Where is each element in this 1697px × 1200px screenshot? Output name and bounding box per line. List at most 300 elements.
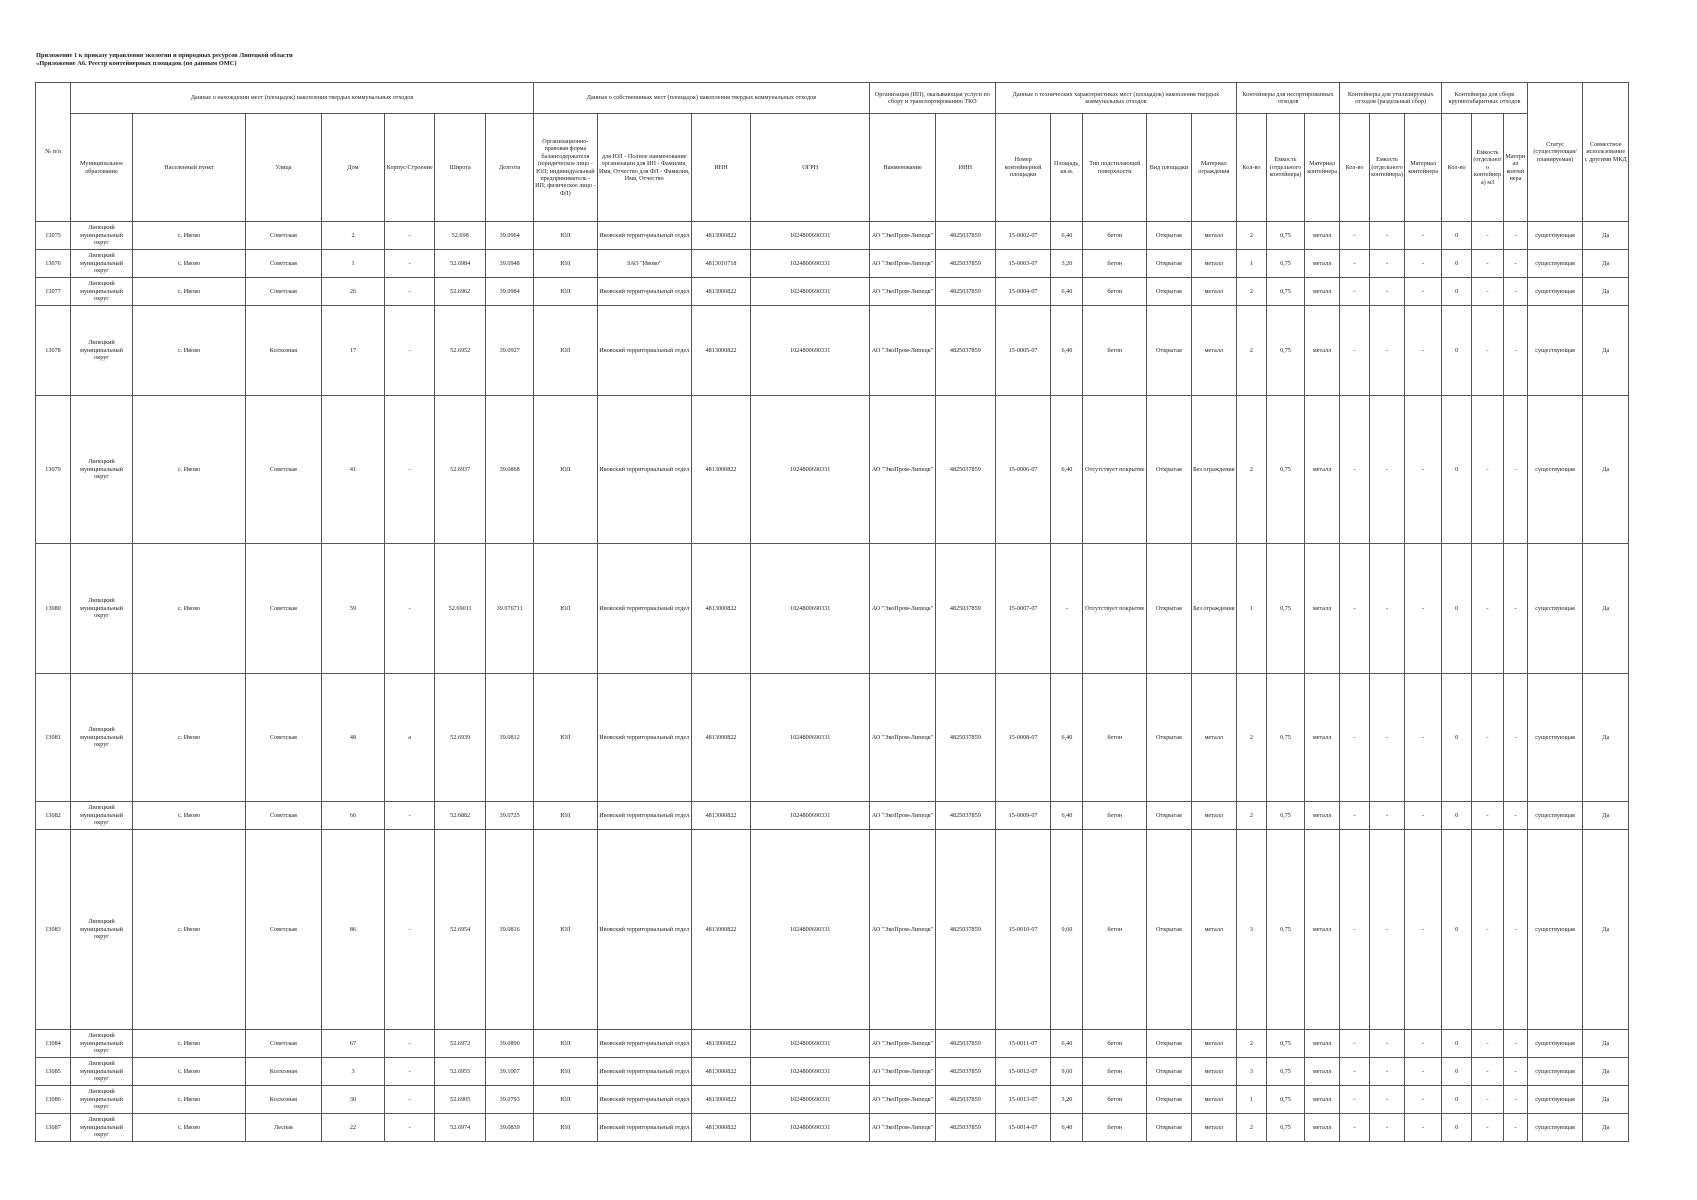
table-cell: Да <box>1583 1058 1629 1086</box>
table-cell: 13083 <box>36 830 71 1030</box>
table-cell: Ивовский территориальный отдел <box>597 830 691 1030</box>
table-cell: 39.0725 <box>486 802 533 830</box>
table-cell: - <box>1370 544 1405 674</box>
table-cell: металл <box>1191 278 1236 306</box>
table-cell: бетон <box>1083 1114 1147 1142</box>
table-cell: 4813000822 <box>691 1086 751 1114</box>
table-cell: с. Ивово <box>132 1030 245 1058</box>
table-cell: 2 <box>1237 222 1267 250</box>
table-cell: 13078 <box>36 306 71 396</box>
table-cell: 0,75 <box>1266 250 1304 278</box>
column-header: Тип подстилающей поверхности <box>1083 114 1147 222</box>
table-cell: металл <box>1305 250 1340 278</box>
table-cell: 2 <box>1237 802 1267 830</box>
table-cell: 0,75 <box>1266 802 1304 830</box>
table-cell: 4825037859 <box>935 830 995 1030</box>
table-cell: Открытая <box>1147 250 1191 278</box>
table-cell: 30 <box>321 1086 385 1114</box>
table-cell: с. Ивово <box>132 1058 245 1086</box>
group-header-bulky-containers: Контейнеры для сборк крупногабаритных отходов <box>1442 83 1528 114</box>
table-cell: металл <box>1305 306 1340 396</box>
table-cell: 1024800690331 <box>751 306 870 396</box>
table-cell: существующая <box>1527 1086 1583 1114</box>
table-cell: 0 <box>1442 544 1472 674</box>
column-header: Улица <box>246 114 321 222</box>
table-cell: - <box>1472 802 1504 830</box>
table-cell: 4825037859 <box>935 222 995 250</box>
table-cell: Липецкий муниципальный округ <box>71 306 133 396</box>
table-cell: - <box>1405 1058 1442 1086</box>
table-cell: - <box>1340 1086 1370 1114</box>
table-cell: - <box>1405 278 1442 306</box>
column-header: Емкость (отдельного контейнера) <box>1370 114 1405 222</box>
table-cell: Открытая <box>1147 802 1191 830</box>
table-cell: Открытая <box>1147 830 1191 1030</box>
table-cell: 1 <box>321 250 385 278</box>
table-cell: 3,20 <box>1051 1086 1083 1114</box>
table-cell: 48 <box>321 674 385 802</box>
table-cell: 1024800690331 <box>751 222 870 250</box>
table-cell: металл <box>1191 1030 1236 1058</box>
table-cell: 0 <box>1442 802 1472 830</box>
table-cell: Да <box>1583 278 1629 306</box>
table-cell: металл <box>1305 1058 1340 1086</box>
table-cell: 2 <box>321 222 385 250</box>
table-cell: - <box>1405 1086 1442 1114</box>
column-header: Вид площадки <box>1147 114 1191 222</box>
table-row <box>36 396 1629 544</box>
table-cell: Липецкий муниципальный округ <box>71 222 133 250</box>
table-cell: 13082 <box>36 802 71 830</box>
table-cell: 39.0984 <box>486 278 533 306</box>
table-cell: 2 <box>1237 1030 1267 1058</box>
table-cell: - <box>1405 250 1442 278</box>
table-cell: бетон <box>1083 830 1147 1030</box>
table-cell: 4813000822 <box>691 222 751 250</box>
table-cell: - <box>1504 278 1528 306</box>
column-header: Долгота <box>486 114 533 222</box>
table-cell: - <box>385 222 434 250</box>
table-cell: Открытая <box>1147 1058 1191 1086</box>
table-cell: 15-0007-07 <box>995 544 1051 674</box>
table-row <box>36 1114 1629 1142</box>
table-cell: 15-0010-07 <box>995 830 1051 1030</box>
table-cell: 4825037859 <box>935 1058 995 1086</box>
table-cell: Липецкий муниципальный округ <box>71 830 133 1030</box>
table-cell: ЗАО "Ивово" <box>597 250 691 278</box>
table-row <box>36 802 1629 830</box>
table-cell: 1024800690331 <box>751 544 870 674</box>
table-cell: металл <box>1191 306 1236 396</box>
table-cell: 3 <box>1237 1058 1267 1086</box>
table-cell: бетон <box>1083 674 1147 802</box>
table-cell: - <box>1504 1114 1528 1142</box>
table-cell: 52.6952 <box>434 306 486 396</box>
table-cell: Да <box>1583 674 1629 802</box>
table-cell: 0 <box>1442 830 1472 1030</box>
table-cell: 39.076711 <box>486 544 533 674</box>
table-cell: АО "ЭкоПром-Липецк" <box>869 278 935 306</box>
table-cell: металл <box>1191 802 1236 830</box>
table-cell: - <box>1370 1058 1405 1086</box>
table-cell: бетон <box>1083 250 1147 278</box>
table-cell: 13080 <box>36 544 71 674</box>
table-cell: металл <box>1191 222 1236 250</box>
table-cell: Да <box>1583 250 1629 278</box>
table-cell: 4813000822 <box>691 1030 751 1058</box>
table-cell: 15-0004-07 <box>995 278 1051 306</box>
table-cell: 39.1007 <box>486 1058 533 1086</box>
table-cell: - <box>385 1086 434 1114</box>
table-cell: 4813010718 <box>691 250 751 278</box>
table-cell: бетон <box>1083 278 1147 306</box>
table-cell: 0 <box>1442 1030 1472 1058</box>
table-cell: металл <box>1305 544 1340 674</box>
table-cell: 67 <box>321 1030 385 1058</box>
table-cell: с. Ивово <box>132 1114 245 1142</box>
table-cell: Липецкий муниципальный округ <box>71 396 133 544</box>
table-cell: 52.69011 <box>434 544 486 674</box>
table-cell: - <box>385 1058 434 1086</box>
table-cell: 26 <box>321 278 385 306</box>
table-cell: существующая <box>1527 830 1583 1030</box>
table-cell: 0,75 <box>1266 1058 1304 1086</box>
column-header: Материал ограждения <box>1191 114 1236 222</box>
table-cell: - <box>1370 1114 1405 1142</box>
table-cell: 4813000822 <box>691 802 751 830</box>
table-cell: 52.6905 <box>434 1086 486 1114</box>
table-cell: существующая <box>1527 306 1583 396</box>
column-header: Наименование <box>869 114 935 222</box>
table-row <box>36 278 1629 306</box>
table-cell: 9,60 <box>1051 830 1083 1030</box>
table-cell: существующая <box>1527 222 1583 250</box>
table-cell: 0,75 <box>1266 306 1304 396</box>
column-header: Площадь, кв.м. <box>1051 114 1083 222</box>
table-cell: 4813000822 <box>691 544 751 674</box>
table-cell: АО "ЭкоПром-Липецк" <box>869 1114 935 1142</box>
table-cell: 4825037859 <box>935 250 995 278</box>
table-cell: с. Ивово <box>132 830 245 1030</box>
table-cell: ЮЛ <box>533 544 597 674</box>
column-header: Кол-во <box>1237 114 1267 222</box>
table-cell: Открытая <box>1147 1086 1191 1114</box>
table-cell: существующая <box>1527 250 1583 278</box>
table-cell: с. Ивово <box>132 802 245 830</box>
table-cell: - <box>1472 250 1504 278</box>
table-cell: Да <box>1583 1114 1629 1142</box>
column-header: Корпус/Строение <box>385 114 434 222</box>
table-cell: Открытая <box>1147 544 1191 674</box>
table-cell: 39.0948 <box>486 250 533 278</box>
table-cell: Ивовский территориальный отдел <box>597 222 691 250</box>
table-cell: ЮЛ <box>533 250 597 278</box>
table-cell: АО "ЭкоПром-Липецк" <box>869 222 935 250</box>
table-cell: АО "ЭкоПром-Липецк" <box>869 1086 935 1114</box>
table-cell: с. Ивово <box>132 306 245 396</box>
table-cell: металл <box>1191 250 1236 278</box>
table-cell: - <box>1504 306 1528 396</box>
table-cell: - <box>1340 278 1370 306</box>
table-cell: - <box>1472 222 1504 250</box>
table-cell: ЮЛ <box>533 278 597 306</box>
table-cell: - <box>1370 222 1405 250</box>
table-cell: 0,75 <box>1266 544 1304 674</box>
table-cell: Советская <box>246 250 321 278</box>
table-cell: - <box>1405 1114 1442 1142</box>
table-cell: - <box>1405 830 1442 1030</box>
column-header: Материал контейнера <box>1305 114 1340 222</box>
table-row <box>36 306 1629 396</box>
table-cell: 3,20 <box>1051 250 1083 278</box>
table-cell: - <box>1370 674 1405 802</box>
column-header: № п/п <box>36 83 71 222</box>
table-cell: 0,75 <box>1266 1086 1304 1114</box>
table-cell: - <box>1472 1086 1504 1114</box>
table-cell: 52.6939 <box>434 674 486 802</box>
table-cell: бетон <box>1083 802 1147 830</box>
table-cell: Липецкий муниципальный округ <box>71 278 133 306</box>
table-cell: 0 <box>1442 1086 1472 1114</box>
table-cell: АО "ЭкоПром-Липецк" <box>869 306 935 396</box>
table-cell: - <box>1340 1058 1370 1086</box>
table-cell: 13086 <box>36 1086 71 1114</box>
table-cell: - <box>1405 802 1442 830</box>
table-row <box>36 1030 1629 1058</box>
table-cell: 0,75 <box>1266 222 1304 250</box>
table-cell: Ивовский территориальный отдел <box>597 278 691 306</box>
table-cell: 39.0964 <box>486 222 533 250</box>
table-cell: 52.6954 <box>434 830 486 1030</box>
table-cell: 15-0003-07 <box>995 250 1051 278</box>
table-cell: - <box>385 278 434 306</box>
table-cell: 0,75 <box>1266 830 1304 1030</box>
table-cell: 4825037859 <box>935 674 995 802</box>
table-cell: Липецкий муниципальный округ <box>71 802 133 830</box>
table-cell: - <box>385 250 434 278</box>
table-cell: Советская <box>246 830 321 1030</box>
table-cell: 4825037859 <box>935 306 995 396</box>
table-cell: - <box>1405 306 1442 396</box>
header-group-row <box>36 83 1629 114</box>
table-cell: ЮЛ <box>533 1086 597 1114</box>
table-cell: 6,40 <box>1051 674 1083 802</box>
table-cell: с. Ивово <box>132 396 245 544</box>
table-cell: 39.0793 <box>486 1086 533 1114</box>
table-row <box>36 1086 1629 1114</box>
table-body <box>36 222 1629 1142</box>
table-cell: - <box>1370 306 1405 396</box>
table-cell: - <box>1370 278 1405 306</box>
table-cell: Советская <box>246 222 321 250</box>
table-cell: Липецкий муниципальный округ <box>71 674 133 802</box>
table-cell: металл <box>1305 830 1340 1030</box>
table-cell: ЮЛ <box>533 830 597 1030</box>
table-cell: 52.698 <box>434 222 486 250</box>
table-cell: 52.6974 <box>434 1114 486 1142</box>
table-cell: 17 <box>321 306 385 396</box>
table-cell: бетон <box>1083 1058 1147 1086</box>
table-cell: 6,40 <box>1051 1030 1083 1058</box>
table-cell: Липецкий муниципальный округ <box>71 1114 133 1142</box>
table-cell: Советская <box>246 1030 321 1058</box>
table-cell: с. Ивово <box>132 278 245 306</box>
table-cell: Ивовский территориальный отдел <box>597 802 691 830</box>
table-cell: Да <box>1583 544 1629 674</box>
table-cell: Липецкий муниципальный округ <box>71 250 133 278</box>
group-header-collector: Организация (ИП), оказывающая услуги по сбору и транспортированию ТКО <box>869 83 995 114</box>
column-header: ИНН <box>935 114 995 222</box>
table-cell: 13075 <box>36 222 71 250</box>
table-cell: металл <box>1191 1058 1236 1086</box>
table-cell: металл <box>1305 278 1340 306</box>
table-cell: 2 <box>1237 306 1267 396</box>
table-cell: - <box>1504 1030 1528 1058</box>
table-cell: - <box>1340 306 1370 396</box>
table-cell: - <box>385 830 434 1030</box>
column-header: Емкость (отдельного контейнера) <box>1266 114 1304 222</box>
table-row <box>36 1058 1629 1086</box>
container-sites-registry-table <box>35 82 1629 1142</box>
table-cell: - <box>1340 1114 1370 1142</box>
table-cell: - <box>1405 544 1442 674</box>
table-cell: 0 <box>1442 1114 1472 1142</box>
table-cell: металл <box>1305 674 1340 802</box>
table-cell: 39.0812 <box>486 674 533 802</box>
table-cell: 59 <box>321 544 385 674</box>
table-cell: - <box>1370 1030 1405 1058</box>
table-cell: - <box>1405 674 1442 802</box>
table-cell: 3 <box>1237 830 1267 1030</box>
table-cell: 0,75 <box>1266 278 1304 306</box>
column-header: Совместное использование с другими МКД <box>1583 83 1629 222</box>
table-cell: - <box>1504 802 1528 830</box>
table-cell: - <box>1472 830 1504 1030</box>
column-header: Материал контейнера <box>1405 114 1442 222</box>
table-cell: существующая <box>1527 278 1583 306</box>
table-cell: 39.0839 <box>486 1114 533 1142</box>
column-header: Организационно-правовая форма балансодержателя (юридическое лицо - ЮЛ; индивидуальный предприниматель - ИП; физическое лицо - ФЛ) <box>533 114 597 222</box>
table-cell: ЮЛ <box>533 306 597 396</box>
table-cell: 13077 <box>36 278 71 306</box>
table-cell: Открытая <box>1147 1114 1191 1142</box>
table-header <box>36 83 1629 222</box>
table-cell: Советская <box>246 278 321 306</box>
table-cell: Без ограждения <box>1191 396 1236 544</box>
table-cell: Ивовский территориальный отдел <box>597 1030 691 1058</box>
table-cell: - <box>385 544 434 674</box>
table-cell: 15-0006-07 <box>995 396 1051 544</box>
table-cell: 13085 <box>36 1058 71 1086</box>
table-cell: Ивовский территориальный отдел <box>597 674 691 802</box>
table-cell: Ивовский территориальный отдел <box>597 1114 691 1142</box>
table-cell: 0 <box>1442 306 1472 396</box>
table-cell: 15-0012-07 <box>995 1058 1051 1086</box>
table-cell: 13076 <box>36 250 71 278</box>
table-cell: 13084 <box>36 1030 71 1058</box>
column-header: Широта <box>434 114 486 222</box>
table-cell: 0,75 <box>1266 1114 1304 1142</box>
column-header: Емкость (отдельного контейнера) м3 <box>1472 114 1504 222</box>
table-cell: 41 <box>321 396 385 544</box>
table-cell: 0 <box>1442 250 1472 278</box>
table-cell: - <box>1340 1030 1370 1058</box>
table-cell: 66 <box>321 802 385 830</box>
table-cell: 6,40 <box>1051 278 1083 306</box>
table-cell: существующая <box>1527 1058 1583 1086</box>
column-header: ИНН <box>691 114 751 222</box>
table-cell: - <box>1504 250 1528 278</box>
table-cell: - <box>385 1030 434 1058</box>
table-cell: 2 <box>1237 278 1267 306</box>
table-cell: - <box>1370 802 1405 830</box>
table-cell: Липецкий муниципальный округ <box>71 1030 133 1058</box>
table-cell: 4825037859 <box>935 802 995 830</box>
table-cell: металл <box>1305 396 1340 544</box>
table-cell: Советская <box>246 802 321 830</box>
table-cell: Открытая <box>1147 278 1191 306</box>
table-cell: 3 <box>321 1058 385 1086</box>
table-cell: Да <box>1583 1086 1629 1114</box>
table-cell: 4813000822 <box>691 674 751 802</box>
table-cell: 4813000822 <box>691 306 751 396</box>
table-cell: 39.0816 <box>486 830 533 1030</box>
table-cell: Липецкий муниципальный округ <box>71 1058 133 1086</box>
table-cell: 4813000822 <box>691 396 751 544</box>
table-cell: 1024800690331 <box>751 802 870 830</box>
column-header: Дом <box>321 114 385 222</box>
table-cell: - <box>1340 250 1370 278</box>
table-cell: металл <box>1305 1030 1340 1058</box>
table-cell: - <box>1405 396 1442 544</box>
table-cell: Без ограждения <box>1191 544 1236 674</box>
table-cell: - <box>1340 802 1370 830</box>
table-cell: Ивовский территориальный отдел <box>597 306 691 396</box>
table-cell: бетон <box>1083 1030 1147 1058</box>
table-cell: Ивовский территориальный отдел <box>597 1058 691 1086</box>
table-cell: 1024800690331 <box>751 830 870 1030</box>
table-cell: бетон <box>1083 222 1147 250</box>
table-cell: Колхозная <box>246 1058 321 1086</box>
table-cell: а <box>385 674 434 802</box>
table-cell: 52.6937 <box>434 396 486 544</box>
heading-line-1: Приложение 1 к приказу управления экологии и природных ресурсов Липецкой области <box>36 52 293 59</box>
table-cell: 52.6962 <box>434 278 486 306</box>
table-cell: Ивовский территориальный отдел <box>597 396 691 544</box>
table-cell: металл <box>1191 830 1236 1030</box>
table-cell: 4813000822 <box>691 830 751 1030</box>
table-cell: - <box>1370 1086 1405 1114</box>
table-cell: 1 <box>1237 544 1267 674</box>
table-cell: - <box>1340 674 1370 802</box>
table-cell: 4825037859 <box>935 544 995 674</box>
table-cell: с. Ивово <box>132 250 245 278</box>
table-cell: 39.0890 <box>486 1030 533 1058</box>
table-cell: 1024800690331 <box>751 1114 870 1142</box>
table-cell: Лесная <box>246 1114 321 1142</box>
group-header-location: Данные о нахождении мест (площадок) накопления твердых коммунальных отходов <box>71 83 534 114</box>
table-cell: 0,75 <box>1266 396 1304 544</box>
table-cell: с. Ивово <box>132 674 245 802</box>
group-header-unsorted-containers: Контейнеры для несортированных отходов <box>1237 83 1340 114</box>
table-cell: 4825037859 <box>935 396 995 544</box>
column-header: Материал контейнера <box>1504 114 1528 222</box>
header-columns-row <box>36 114 1629 222</box>
heading-line-2: «Приложение А6. Реестр контейнерных площадок (по данным ОМС) <box>36 60 237 67</box>
table-cell: Открытая <box>1147 222 1191 250</box>
column-header: Муниципальное образование <box>71 114 133 222</box>
column-header: Населенный пункт <box>132 114 245 222</box>
